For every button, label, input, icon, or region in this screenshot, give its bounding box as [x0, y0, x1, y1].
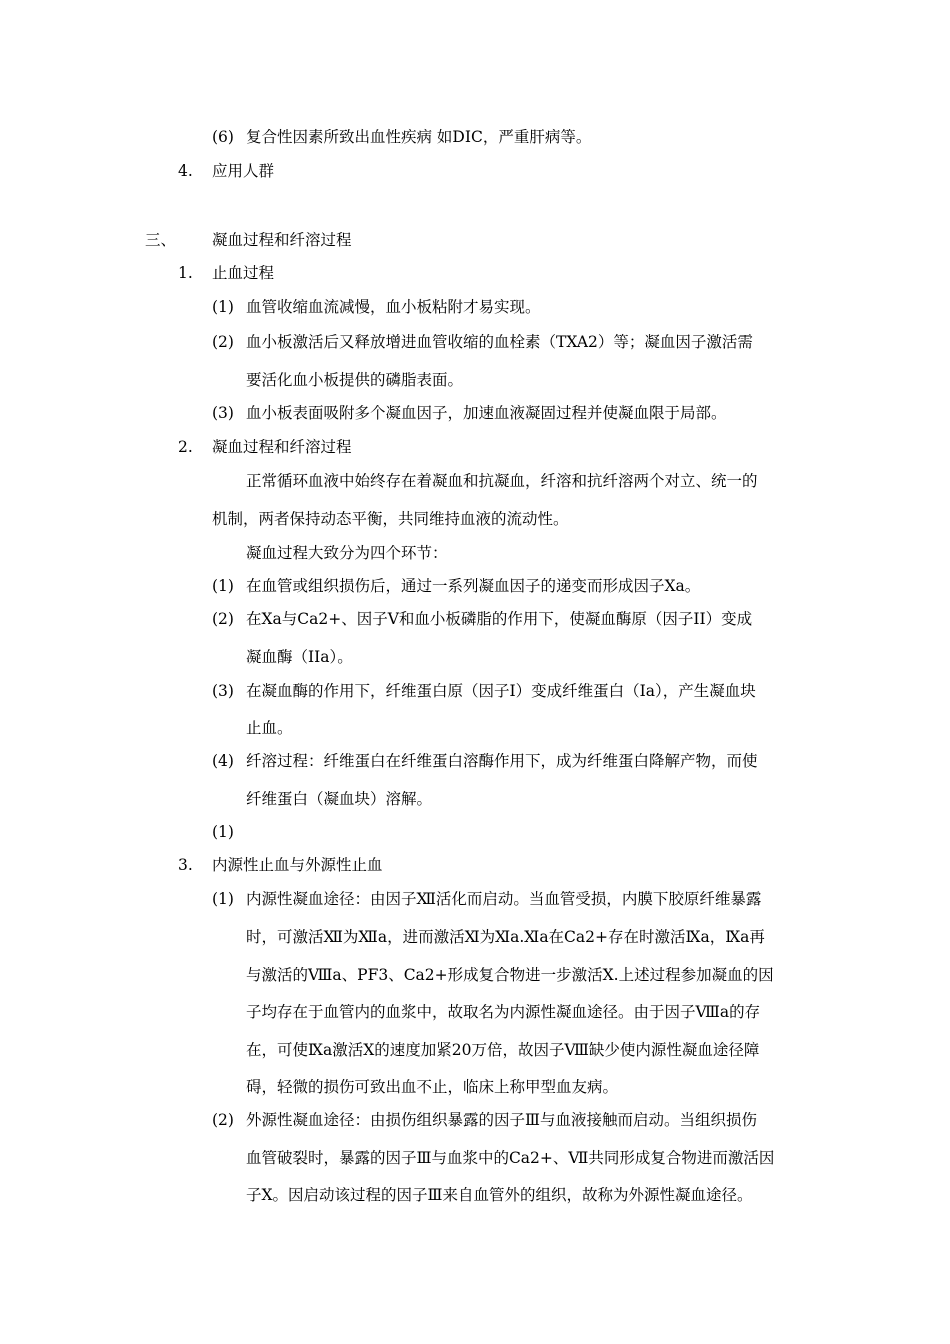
list-item-text: 血管收缩血流减慢，血小板粘附才易实现。 [246, 298, 541, 316]
list-item-text: 血小板表面吸附多个凝血因子，加速血液凝固过程并使凝血限于局部。 [246, 404, 727, 422]
list-number: (1) [212, 890, 234, 908]
list-heading: 止血过程 [212, 264, 275, 282]
list-item-text: 与激活的Ⅷa、PF3、Ca2+形成复合物进一步激活X.上述过程参加凝血的因 [246, 966, 774, 984]
list-number: 4. [178, 162, 193, 180]
list-item-text: 碍，轻微的损伤可致出血不止，临床上称甲型血友病。 [246, 1078, 619, 1096]
list-number: (1) [212, 577, 234, 595]
list-number: 1. [178, 264, 193, 282]
list-number: (3) [212, 404, 234, 422]
list-number: (6) [212, 128, 234, 146]
list-number: (3) [212, 682, 234, 700]
list-number: (2) [212, 610, 234, 628]
list-heading: 内源性止血与外源性止血 [212, 856, 383, 874]
list-number: 2. [178, 438, 193, 456]
list-item-text: 子均存在于血管内的血浆中，故取名为内源性凝血途径。由于因子Ⅷa的存 [246, 1003, 761, 1021]
section-heading: 凝血过程和纤溶过程 [212, 231, 352, 249]
paragraph-line: 正常循环血液中始终存在着凝血和抗凝血，纤溶和抗纤溶两个对立、统一的 [246, 472, 758, 490]
list-item-text: 纤维蛋白（凝血块）溶解。 [246, 790, 433, 808]
list-number: (2) [212, 333, 234, 351]
list-item-text: 在，可使Ⅸa激活Ⅹ的速度加紧20万倍，故因子Ⅷ缺少使内源性凝血途径障 [246, 1041, 760, 1059]
list-item-text: 在Xa与Ca2+、因子V和血小板磷脂的作用下，使凝血酶原（因子II）变成 [246, 610, 753, 628]
list-item-text: 凝血酶（IIa）。 [246, 648, 353, 666]
list-number: (1) [212, 298, 234, 316]
list-item-text: 在凝血酶的作用下，纤维蛋白原（因子I）变成纤维蛋白（Ia），产生凝血块 [246, 682, 756, 700]
list-item-text: 复合性因素所致出血性疾病 如DIC，严重肝病等。 [246, 128, 592, 146]
list-item-text: 子Ⅹ。因启动该过程的因子Ⅲ来自血管外的组织，故称为外源性凝血途径。 [246, 1186, 753, 1204]
list-number: (1) [212, 823, 234, 841]
list-number: (2) [212, 1111, 234, 1129]
list-item-text: 纤溶过程：纤维蛋白在纤维蛋白溶酶作用下，成为纤维蛋白降解产物，而使 [246, 752, 758, 770]
list-item-text: 外源性凝血途径：由损伤组织暴露的因子Ⅲ与血液接触而启动。当组织损伤 [246, 1111, 757, 1129]
list-item-text: 在血管或组织损伤后，通过一系列凝血因子的递变而形成因子Xa。 [246, 577, 701, 595]
list-number: (4) [212, 752, 234, 770]
list-heading: 凝血过程和纤溶过程 [212, 438, 352, 456]
list-item-text: 血管破裂时，暴露的因子Ⅲ与血浆中的Ca2+、Ⅶ共同形成复合物进而激活因 [246, 1149, 775, 1167]
list-item-text: 要活化血小板提供的磷脂表面。 [246, 371, 464, 389]
paragraph-line: 凝血过程大致分为四个环节： [246, 544, 448, 562]
list-item-text: 时，可激活Ⅻ为Ⅻa，进而激活Ⅺ为Ⅺa.Ⅺa在Ca2+存在时激活Ⅸa，Ⅸa再 [246, 928, 765, 946]
list-item-text: 止血。 [246, 719, 293, 737]
list-item-text: 血小板激活后又释放增进血管收缩的血栓素（TXA2）等；凝血因子激活需 [246, 333, 753, 351]
paragraph-line: 机制，两者保持动态平衡，共同维持血液的流动性。 [212, 510, 569, 528]
list-item-text: 内源性凝血途径：由因子Ⅻ活化而启动。当血管受损，内膜下胶原纤维暴露 [246, 890, 762, 908]
list-number: 3. [178, 856, 193, 874]
section-number: 三、 [145, 231, 177, 249]
list-heading: 应用人群 [212, 162, 275, 180]
